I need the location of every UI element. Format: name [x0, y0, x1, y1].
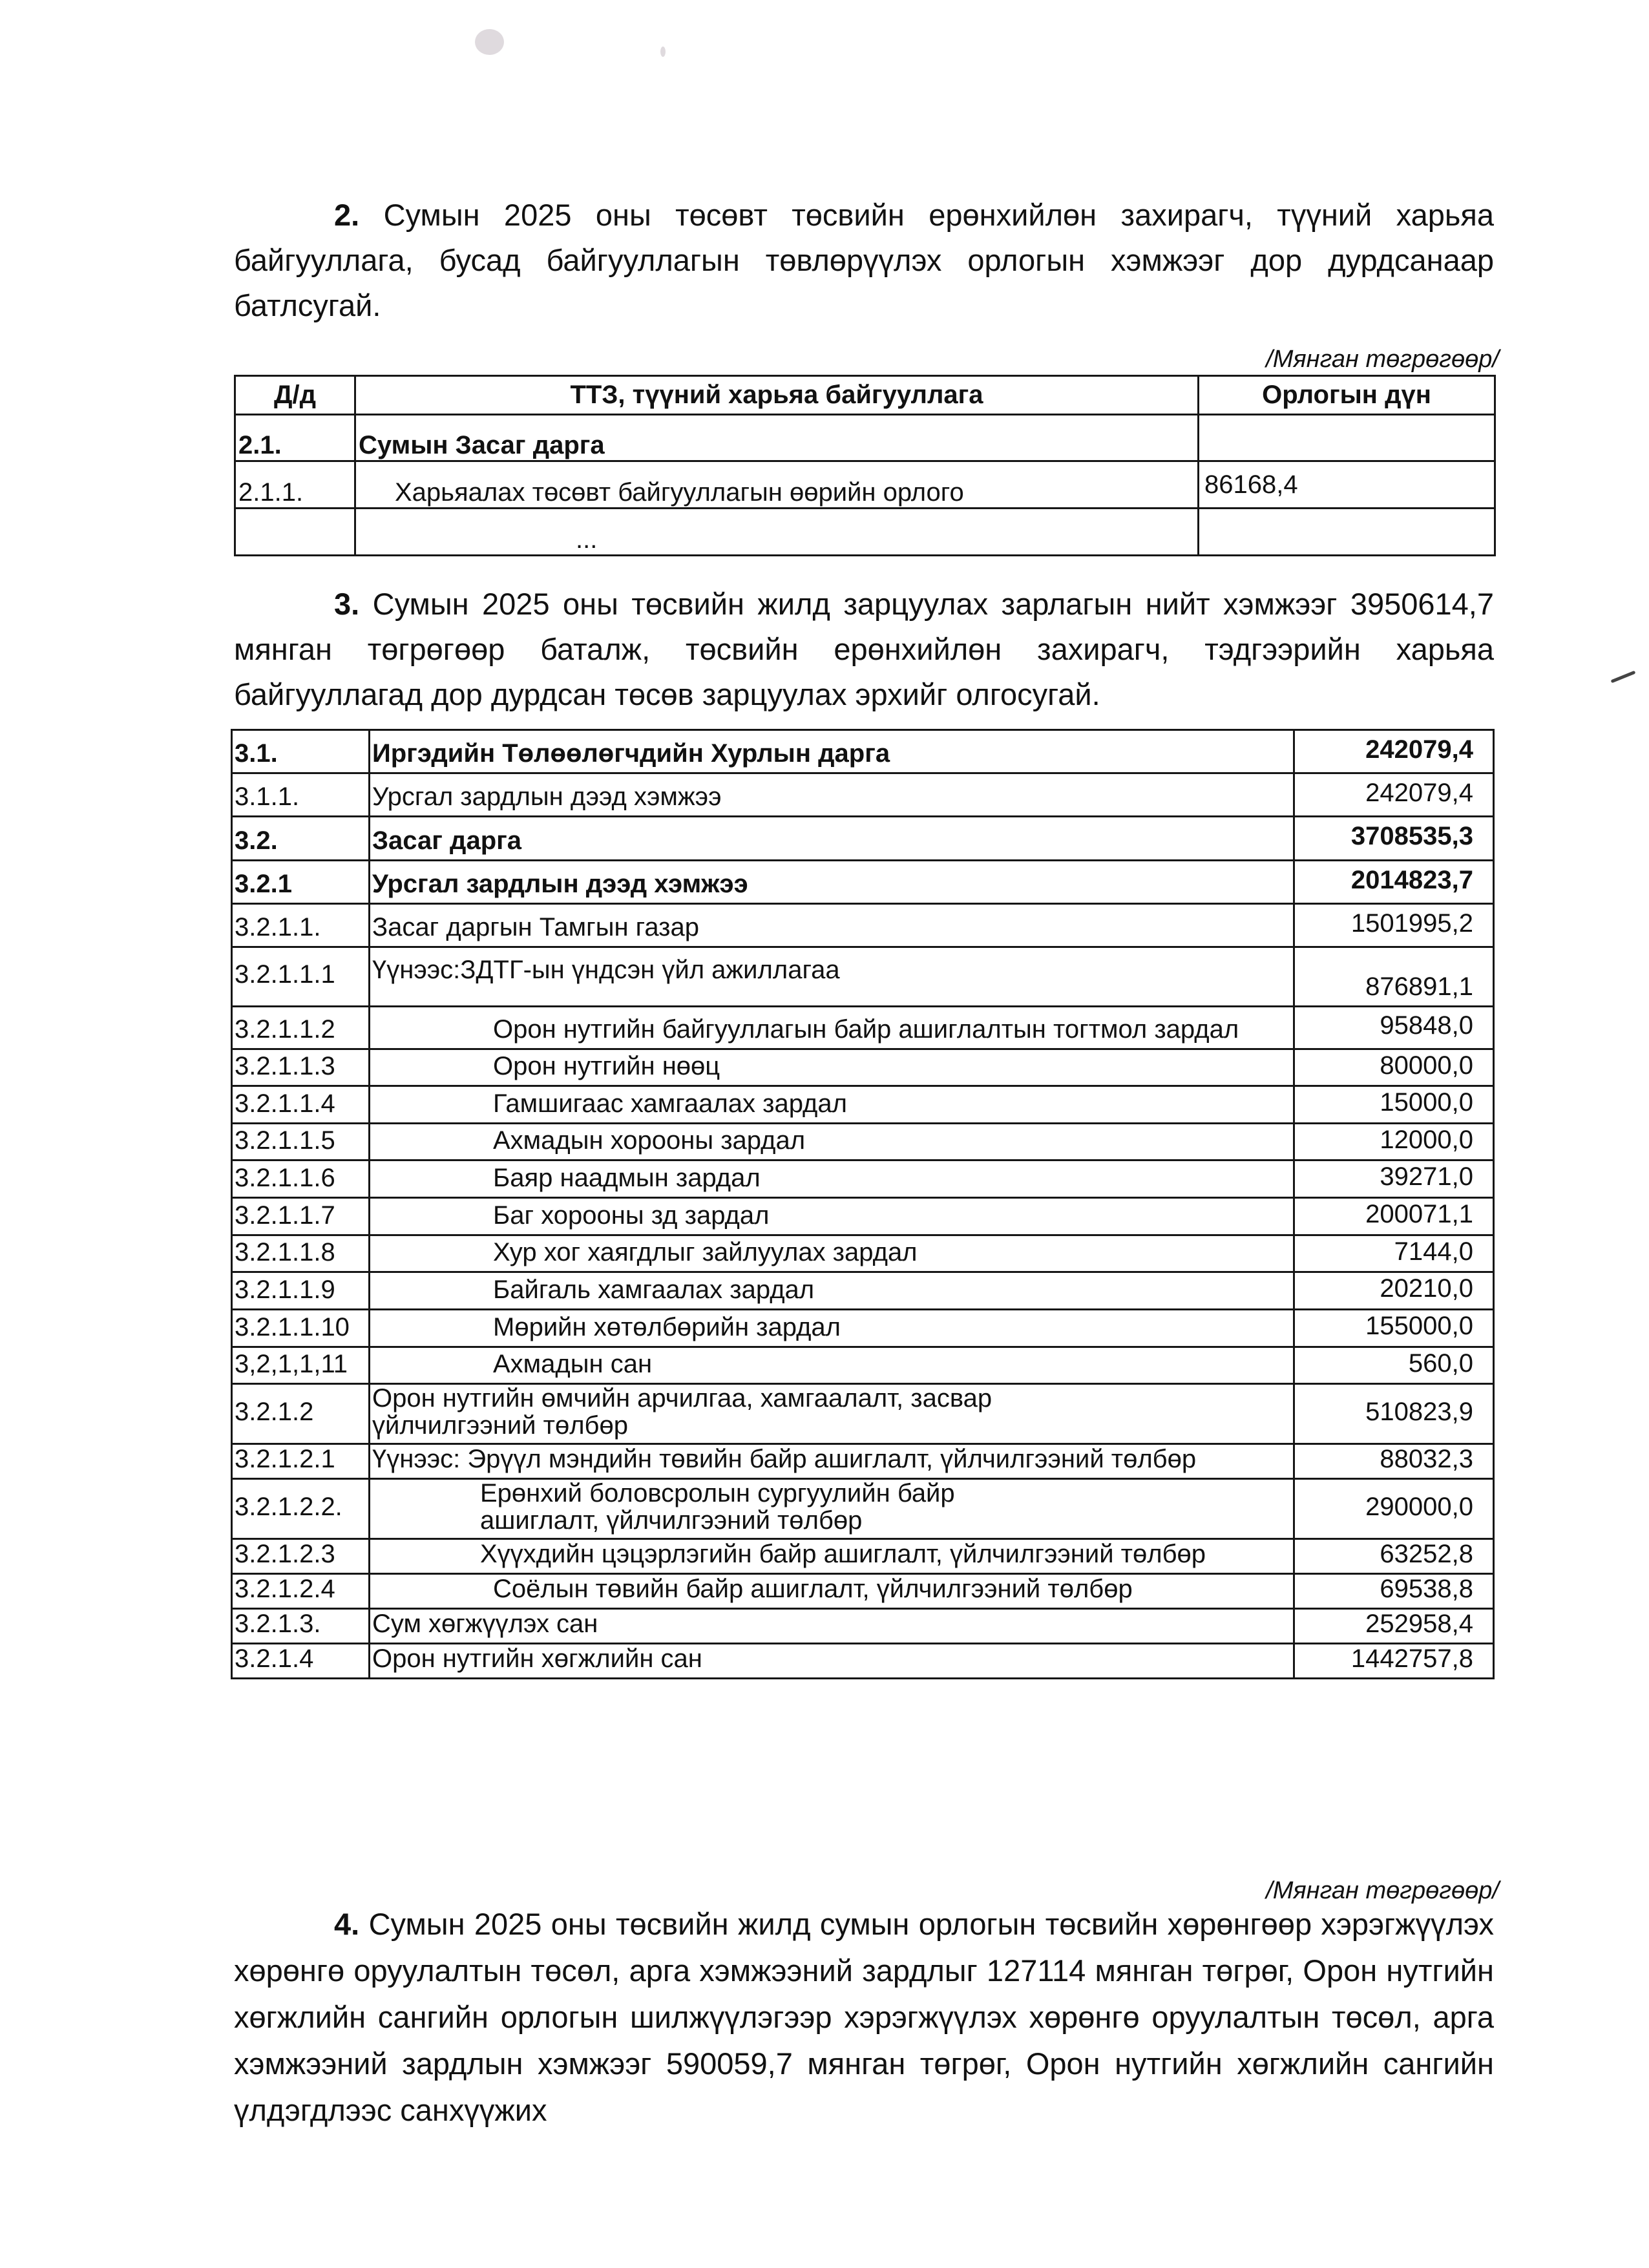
table-row — [232, 1007, 1494, 1049]
scan-speck — [475, 29, 504, 55]
table-row — [235, 509, 1495, 556]
row-amount: 560,0 — [1294, 1347, 1494, 1384]
expenditure-table — [231, 729, 1495, 1679]
table-row — [232, 730, 1494, 773]
row-code: 3.2.1.3. — [232, 1609, 370, 1644]
row-code: 3.2.1.1.6 — [232, 1160, 370, 1198]
row-code: 3.2.1.4 — [232, 1644, 370, 1679]
row-amount: 290000,0 — [1294, 1479, 1494, 1539]
row-amount: 39271,0 — [1294, 1160, 1494, 1198]
row-amount: 80000,0 — [1294, 1049, 1494, 1086]
scan-streak — [1611, 671, 1636, 684]
row-code: 3.2.1.1.4 — [232, 1086, 370, 1124]
row-code: 3.2.1.1.10 — [232, 1310, 370, 1347]
row-amount: 20210,0 — [1294, 1272, 1494, 1310]
section-text: Сумын 2025 оны төсвийн жилд зарцуулах зарлагын нийт хэмжээг 3950614,7 мянган төгрөгөөр баталж, төсвийн ерөнхийлөн захирагч, тэдгээрийн харьяа байгууллагад дор дурдсан төсөв зарцуулах эрхийг олгосугай. — [234, 587, 1494, 711]
table-row — [232, 1310, 1494, 1347]
table-row — [232, 1479, 1494, 1539]
row-amount: 242079,4 — [1294, 730, 1494, 773]
table-row — [232, 1049, 1494, 1086]
row-amount: 510823,9 — [1294, 1384, 1494, 1444]
row-name: Орон нутгийн хөгжлийн сан — [370, 1644, 1294, 1679]
row-amount: 15000,0 — [1294, 1086, 1494, 1124]
row-name: Үүнээс:ЗДТГ-ын үндсэн үйл ажиллагаа — [370, 947, 1294, 1007]
section-number: 4. — [334, 1907, 360, 1941]
row-name: Ерөнхий боловсролын сургуулийн байр ашиглалт, үйлчилгээний төлбөр — [370, 1479, 1294, 1539]
table-row — [235, 415, 1495, 461]
table-row — [232, 1347, 1494, 1384]
row-code: 3.2.1.1.5 — [232, 1124, 370, 1160]
table-header-row — [235, 376, 1495, 415]
row-amount: 1501995,2 — [1294, 904, 1494, 947]
row-amount: 63252,8 — [1294, 1539, 1494, 1574]
column-header: ТТЗ, түүний харьяа байгууллага — [355, 376, 1199, 415]
row-name: Баяр наадмын зардал — [370, 1160, 1294, 1198]
row-code: 3.2.1.2 — [232, 1384, 370, 1444]
row-name: Гамшигаас хамгаалах зардал — [370, 1086, 1294, 1124]
row-amount: 7144,0 — [1294, 1235, 1494, 1272]
row-code: 3.2.1.2.3 — [232, 1539, 370, 1574]
row-code: 3.1. — [232, 730, 370, 773]
section-3-paragraph — [234, 582, 1494, 717]
table-row — [232, 1539, 1494, 1574]
row-name: Орон нутгийн өмчийн арчилгаа, хамгаалалт, засвар үйлчилгээний төлбөр — [370, 1384, 1294, 1444]
row-name: ... — [355, 509, 1199, 556]
row-code: 3.2.1.2.4 — [232, 1574, 370, 1609]
section-text: Сумын 2025 оны төсөвт төсвийн ерөнхийлөн захирагч, түүний харьяа байгууллага, бусад байгууллагын төвлөрүүлэх орлогын хэмжээг дор дурдсанаар батлсугай. — [234, 198, 1495, 322]
row-name: Соёлын төвийн байр ашиглалт, үйлчилгээний төлбөр — [370, 1574, 1294, 1609]
table-row — [235, 461, 1495, 509]
row-code: 3.2.1.1.7 — [232, 1198, 370, 1235]
row-amount: 86168,4 — [1199, 461, 1495, 509]
row-amount: 88032,3 — [1294, 1444, 1494, 1479]
row-amount: 876891,1 — [1294, 947, 1494, 1007]
row-name: Баг хорооны зд зардал — [370, 1198, 1294, 1235]
column-header: Д/д — [235, 376, 355, 415]
table-row — [232, 1160, 1494, 1198]
row-name: Ахмадын сан — [370, 1347, 1294, 1384]
row-name: Харьяалах төсөвт байгууллагын өөрийн орлого — [355, 461, 1199, 509]
table-row — [232, 1444, 1494, 1479]
row-amount: 69538,8 — [1294, 1574, 1494, 1609]
row-name: Засаг дарга — [370, 817, 1294, 861]
scan-speck — [660, 47, 666, 57]
row-name: Урсгал зардлын дээд хэмжээ — [370, 861, 1294, 904]
row-code: 3.2. — [232, 817, 370, 861]
row-name: Хүүхдийн цэцэрлэгийн байр ашиглалт, үйлчилгээний төлбөр — [370, 1539, 1294, 1574]
row-code: 3.2.1.1.3 — [232, 1049, 370, 1086]
row-amount — [1199, 415, 1495, 461]
row-code: 2.1. — [235, 415, 355, 461]
row-code — [235, 509, 355, 556]
table-row — [232, 1198, 1494, 1235]
row-amount: 12000,0 — [1294, 1124, 1494, 1160]
section-text: Сумын 2025 оны төсвийн жилд сумын орлогын төсвийн хөрөнгөөр хэрэгжүүлэх хөрөнгө оруулалтын төсөл, арга хэмжээний зардлыг 127114 мянган төгрөг, Орон нутгийн хөгжлийн сангийн орлогын шилжүүлэгээр хэрэгжүүлэх хөрөнгө оруулалтын төсөл, арга хэмжээний зардлын хэмжээг 590059,7 мянган төгрөг, Орон нутгийн хөгжлийн сангийн үлдэгдлээс санхүүжих — [234, 1907, 1494, 2127]
row-code: 2.1.1. — [235, 461, 355, 509]
table-row — [232, 1235, 1494, 1272]
row-name: Сумын Засаг дарга — [355, 415, 1199, 461]
table-row — [232, 1124, 1494, 1160]
row-code: 3.2.1.2.2. — [232, 1479, 370, 1539]
row-code: 3.2.1.2.1 — [232, 1444, 370, 1479]
table-row — [232, 817, 1494, 861]
column-header: Орлогын дүн — [1199, 376, 1495, 415]
table-row — [232, 904, 1494, 947]
row-name: Иргэдийн Төлөөлөгчдийн Хурлын дарга — [370, 730, 1294, 773]
table-row — [232, 1609, 1494, 1644]
table-row — [232, 1574, 1494, 1609]
row-code: 3.2.1.1. — [232, 904, 370, 947]
table-row — [232, 861, 1494, 904]
row-code: 3,2,1,1,11 — [232, 1347, 370, 1384]
row-code: 3.2.1 — [232, 861, 370, 904]
row-name: Байгаль хамгаалах зардал — [370, 1272, 1294, 1310]
row-code: 3.2.1.1.2 — [232, 1007, 370, 1049]
row-amount — [1199, 509, 1495, 556]
table-row — [232, 947, 1494, 1007]
row-name: Засаг даргын Тамгын газар — [370, 904, 1294, 947]
row-amount: 2014823,7 — [1294, 861, 1494, 904]
table-row — [232, 1644, 1494, 1679]
section-number: 3. — [334, 587, 360, 621]
row-name: Үүнээс: Эрүүл мэндийн төвийн байр ашиглалт, үйлчилгээний төлбөр — [370, 1444, 1294, 1479]
table-row — [232, 1384, 1494, 1444]
row-amount: 1442757,8 — [1294, 1644, 1494, 1679]
row-code: 3.1.1. — [232, 773, 370, 817]
row-amount: 3708535,3 — [1294, 817, 1494, 861]
row-amount: 242079,4 — [1294, 773, 1494, 817]
row-name: Орон нутгийн байгууллагын байр ашиглалтын тогтмол зардал — [370, 1007, 1294, 1049]
row-code: 3.2.1.1.8 — [232, 1235, 370, 1272]
row-amount: 95848,0 — [1294, 1007, 1494, 1049]
row-name: Орон нутгийн нөөц — [370, 1049, 1294, 1086]
row-name: Хур хог хаягдлыг зайлуулах зардал — [370, 1235, 1294, 1272]
table-row — [232, 1272, 1494, 1310]
section-number: 2. — [334, 198, 360, 232]
row-name: Мөрийн хөтөлбөрийн зардал — [370, 1310, 1294, 1347]
row-amount: 252958,4 — [1294, 1609, 1494, 1644]
row-code: 3.2.1.1.1 — [232, 947, 370, 1007]
row-name: Ахмадын хорооны зардал — [370, 1124, 1294, 1160]
revenue-table — [234, 375, 1496, 556]
unit-label: /Мянган төгрөгөөр/ — [1266, 346, 1499, 373]
unit-label: /Мянган төгрөгөөр/ — [1266, 1877, 1499, 1904]
table-row — [232, 773, 1494, 817]
table-row — [232, 1086, 1494, 1124]
row-name: Урсгал зардлын дээд хэмжээ — [370, 773, 1294, 817]
row-name: Сум хөгжүүлэх сан — [370, 1609, 1294, 1644]
section-4-paragraph — [234, 1901, 1494, 2134]
row-amount: 200071,1 — [1294, 1198, 1494, 1235]
row-amount: 155000,0 — [1294, 1310, 1494, 1347]
section-2-paragraph — [234, 193, 1494, 328]
row-code: 3.2.1.1.9 — [232, 1272, 370, 1310]
